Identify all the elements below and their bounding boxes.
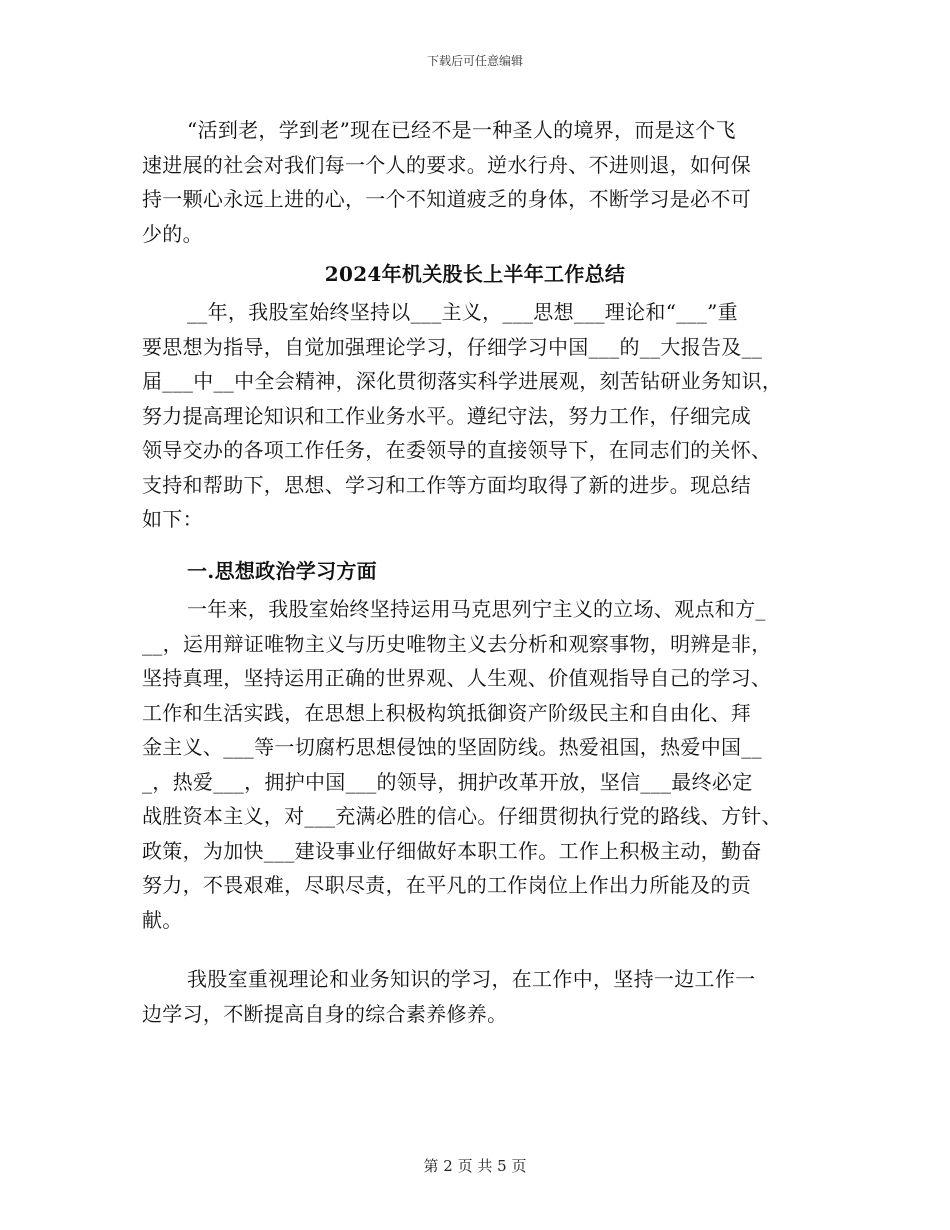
intro-line: 速进展的社会对我们每一个人的要求。逆水行舟、不进则退，如何保 — [142, 152, 751, 177]
document-title: 2024年机关股长上半年工作总结 — [324, 262, 626, 286]
paragraph-line: _，热爱___，拥护中国___的领导，拥护改革开放，坚信___最终必定 — [142, 769, 753, 794]
summary-paragraph — [142, 295, 808, 537]
title-block — [142, 257, 808, 292]
intro-line: “活到老，学到老”现在已经不是一种圣人的境界，而是这个飞 — [187, 118, 736, 142]
paragraph-line: 努力提高理论知识和工作业务水平。遵纪守法，努力工作，仔细完成 — [142, 403, 751, 428]
paragraph-line: 战胜资本主义，对___充满必胜的信心。仔细贯彻执行党的路线、方针、 — [142, 804, 782, 828]
paragraph-line: 届___中__中全会精神，深化贯彻落实科学进展观，刻苦钻研业务知识， — [142, 369, 783, 393]
header-note: 下载后可任意编辑 — [426, 54, 523, 68]
paragraph-line: 工作和生活实践，在思想上积极构筑抵御资产阶级民主和自由化、拜 — [142, 700, 751, 725]
paragraph-line: 要思想为指导，自觉加强理论学习，仔细学习中国___的__大报告及__ — [142, 334, 763, 359]
section-heading: 一.思想政治学习方面 — [187, 559, 377, 583]
political-study-paragraph — [142, 592, 808, 937]
intro-line: 少的。 — [142, 221, 203, 246]
paragraph-line: 政策，为加快___建设事业仔细做好本职工作。工作上积极主动，勤奋 — [142, 838, 762, 863]
paragraph-line: 边学习，不断提高自身的综合素养修养。 — [142, 1001, 508, 1026]
page-number: 第 2 页 共 5 页 — [423, 1157, 527, 1175]
paragraph-line: 一年来，我股室始终坚持运用马克思列宁主义的立场、观点和方_ — [187, 597, 766, 621]
paragraph-line: 我股室重视理论和业务知识的学习，在工作中，坚持一边工作一 — [187, 967, 756, 991]
section-heading-block — [142, 554, 808, 589]
paragraph-line: __，运用辩证唯物主义与历史唯物主义去分析和观察事物，明辨是非， — [142, 631, 772, 656]
paragraph-line: 坚持真理，坚持运用正确的世界观、人生观、价值观指导自己的学习、 — [142, 666, 772, 690]
intro-line: 持一颗心永远上进的心，一个不知道疲乏的身体，不断学习是必不可 — [142, 187, 751, 211]
intro-paragraph — [142, 113, 808, 251]
paragraph-line: 努力，不畏艰难，尽职尽责，在平凡的工作岗位上作出力所能及的贡 — [142, 873, 751, 897]
paragraph-line: 领导交办的各项工作任务，在委领导的直接领导下，在同志们的关怀、 — [142, 438, 772, 462]
paragraph-line: 献。 — [142, 907, 183, 932]
paragraph-line: 支持和帮助下，思想、学习和工作等方面均取得了新的进步。现总结 — [142, 472, 751, 497]
learning-paragraph — [142, 962, 808, 1031]
paragraph-line: __年，我股室始终坚持以___主义，___思想___理论和“___”重 — [187, 300, 738, 324]
paragraph-line: 如下： — [142, 507, 203, 531]
paragraph-line: 金主义、___等一切腐朽思想侵蚀的坚固防线。热爱祖国，热爱中国__ — [142, 735, 762, 759]
